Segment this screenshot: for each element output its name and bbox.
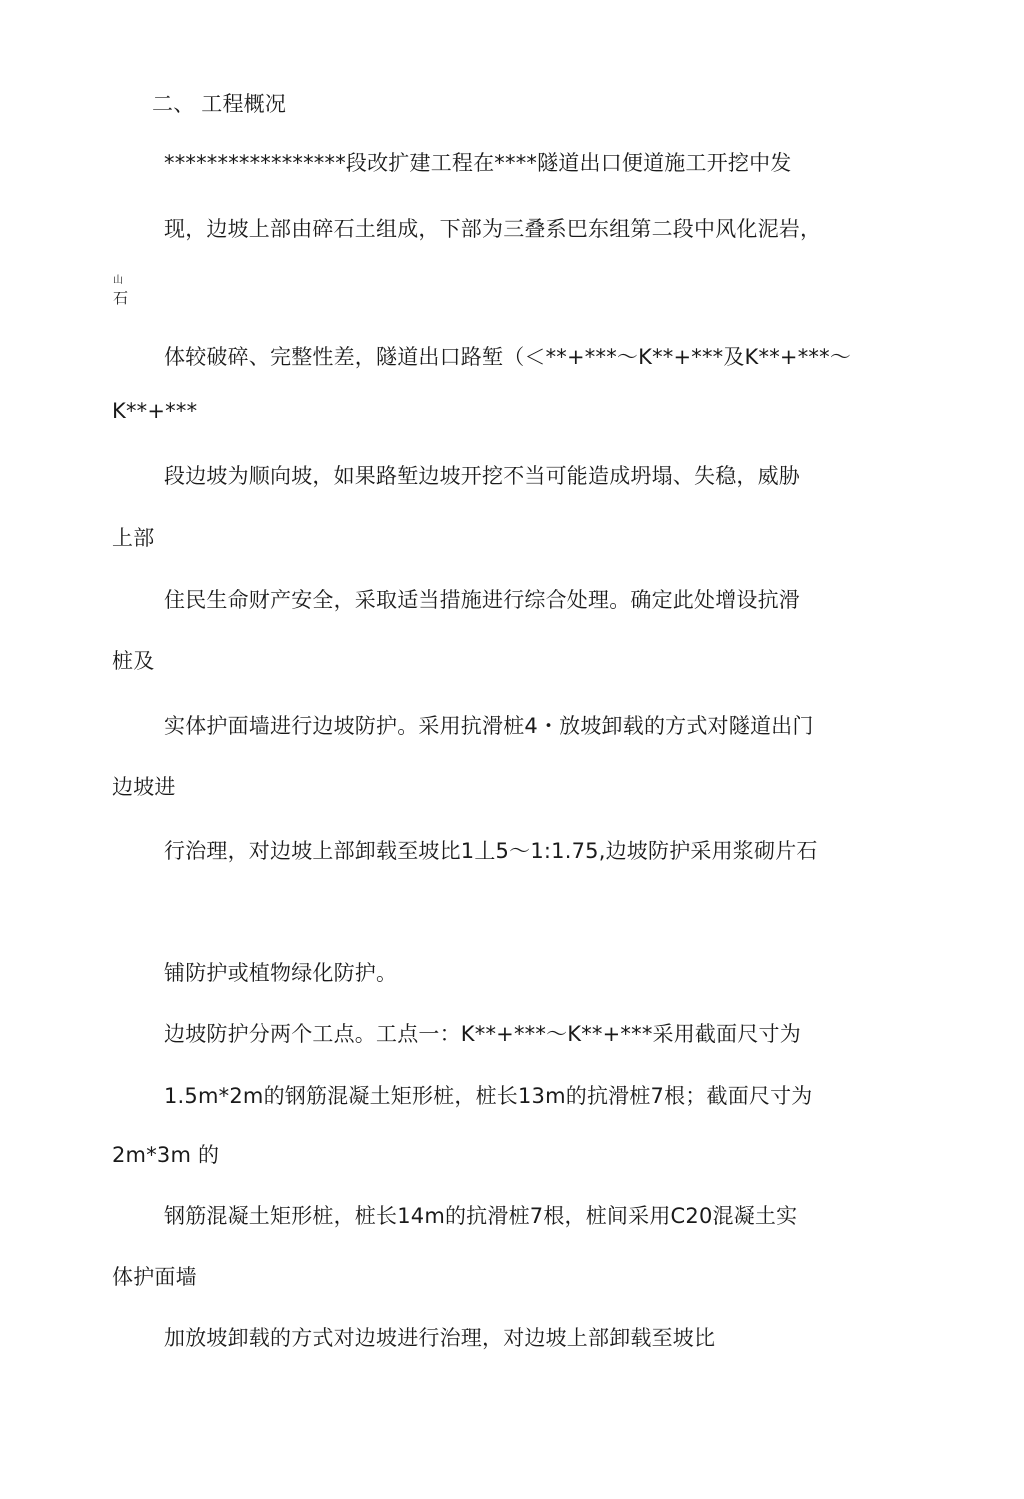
paragraph-line: 加放坡卸载的方式对边坡进行治理，对边坡上部卸载至坡比	[164, 1326, 716, 1350]
paragraph-line: 1.5m*2m的钢筋混凝土矩形桩，桩长13m的抗滑桩7根；截面尺寸为	[164, 1084, 813, 1108]
paragraph-line: 2m*3m 的	[112, 1143, 220, 1167]
paragraph-line-fragment: 山	[113, 275, 124, 286]
paragraph-line: 段边坡为顺向坡，如果路堑边坡开挖不当可能造成坍塌、失稳，威胁	[164, 464, 800, 488]
paragraph-line: 实体护面墙进行边坡防护。采用抗滑桩4・放坡卸载的方式对隧道出门	[164, 714, 814, 738]
paragraph-line: 体较破碎、完整性差，隧道出口路堑（＜**+***～K**+***及K**+***～	[164, 345, 852, 369]
paragraph-line: 行治理，对边坡上部卸载至坡比1丄5～1:1.75,边坡防护采用浆砌片石	[164, 839, 818, 863]
paragraph-line: 边坡进	[112, 775, 176, 799]
paragraph-line: 上部	[112, 526, 155, 550]
section-heading: 二、 工程概况	[152, 92, 287, 116]
paragraph-line-fragment: 石	[113, 289, 129, 307]
paragraph-line: K**+***	[112, 399, 198, 423]
paragraph-line: 铺防护或植物绿化防护。	[164, 961, 398, 985]
paragraph-line: 现，边坡上部由碎石土组成，下部为三叠系巴东组第二段中风化泥岩，	[164, 217, 822, 241]
paragraph-line: 边坡防护分两个工点。工点一：K**+***～K**+***采用截面尺寸为	[164, 1022, 801, 1046]
paragraph-line: 钢筋混凝土矩形桩，桩长14m的抗滑桩7根，桩间采用C20混凝土实	[164, 1204, 798, 1228]
paragraph-line: *****************段改扩建工程在****隧道出口便道施工开挖中发	[164, 151, 792, 175]
paragraph-line: 体护面墙	[112, 1265, 197, 1289]
paragraph-line: 桩及	[112, 649, 155, 673]
paragraph-line: 住民生命财产安全，采取适当措施进行综合处理。确定此处增设抗滑	[164, 588, 800, 612]
